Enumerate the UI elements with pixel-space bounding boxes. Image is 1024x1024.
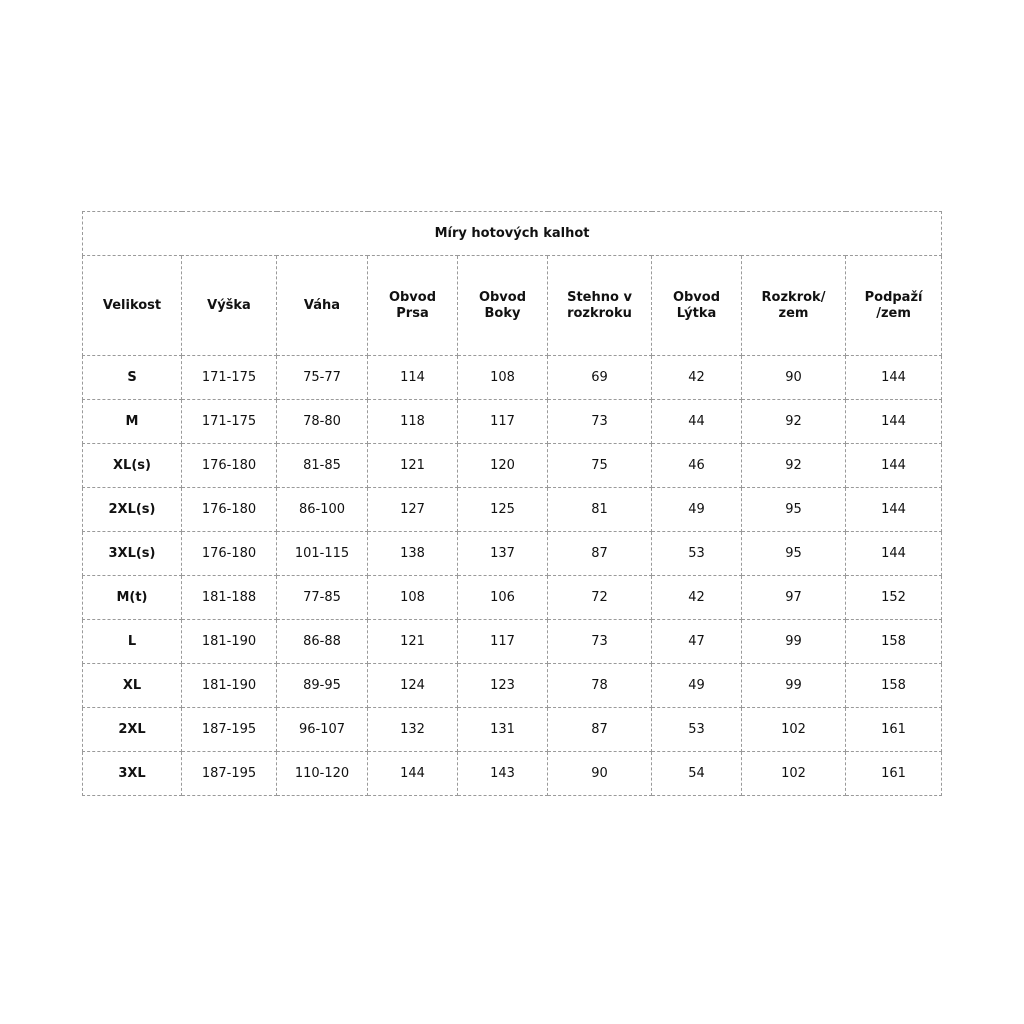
- column-header-thigh: Stehno v rozkroku: [548, 256, 652, 356]
- cell-chest: 108: [368, 576, 458, 620]
- cell-size: 3XL: [83, 752, 182, 796]
- cell-chest: 121: [368, 444, 458, 488]
- cell-size: 2XL: [83, 708, 182, 752]
- cell-crotch-floor: 92: [742, 400, 846, 444]
- table-row: [83, 356, 942, 400]
- table-row: [83, 708, 942, 752]
- cell-armpit-floor: 144: [846, 444, 942, 488]
- cell-calf: 42: [652, 576, 742, 620]
- table-row: [83, 576, 942, 620]
- cell-calf: 54: [652, 752, 742, 796]
- cell-crotch-floor: 95: [742, 488, 846, 532]
- cell-size: XL(s): [83, 444, 182, 488]
- cell-weight: 101-115: [277, 532, 368, 576]
- cell-height: 187-195: [182, 708, 277, 752]
- cell-thigh: 69: [548, 356, 652, 400]
- cell-hips: 131: [458, 708, 548, 752]
- cell-thigh: 73: [548, 620, 652, 664]
- cell-thigh: 81: [548, 488, 652, 532]
- cell-chest: 118: [368, 400, 458, 444]
- cell-hips: 108: [458, 356, 548, 400]
- cell-hips: 117: [458, 400, 548, 444]
- cell-crotch-floor: 90: [742, 356, 846, 400]
- cell-size: 3XL(s): [83, 532, 182, 576]
- cell-size: S: [83, 356, 182, 400]
- table-row: [83, 400, 942, 444]
- cell-calf: 44: [652, 400, 742, 444]
- cell-calf: 53: [652, 532, 742, 576]
- cell-weight: 86-100: [277, 488, 368, 532]
- cell-crotch-floor: 92: [742, 444, 846, 488]
- cell-armpit-floor: 144: [846, 356, 942, 400]
- cell-height: 181-190: [182, 664, 277, 708]
- cell-armpit-floor: 161: [846, 708, 942, 752]
- cell-height: 176-180: [182, 488, 277, 532]
- cell-height: 187-195: [182, 752, 277, 796]
- cell-hips: 117: [458, 620, 548, 664]
- cell-crotch-floor: 95: [742, 532, 846, 576]
- table-row: [83, 664, 942, 708]
- size-chart-table: [82, 211, 942, 796]
- title-row: [83, 212, 942, 256]
- table-row: [83, 488, 942, 532]
- cell-calf: 46: [652, 444, 742, 488]
- cell-chest: 114: [368, 356, 458, 400]
- cell-thigh: 72: [548, 576, 652, 620]
- column-header-armpit-floor: Podpaží /zem: [846, 256, 942, 356]
- cell-hips: 125: [458, 488, 548, 532]
- cell-hips: 123: [458, 664, 548, 708]
- cell-thigh: 87: [548, 708, 652, 752]
- cell-calf: 49: [652, 664, 742, 708]
- cell-armpit-floor: 152: [846, 576, 942, 620]
- cell-chest: 132: [368, 708, 458, 752]
- cell-weight: 81-85: [277, 444, 368, 488]
- column-header-size: Velikost: [83, 256, 182, 356]
- cell-weight: 110-120: [277, 752, 368, 796]
- cell-thigh: 75: [548, 444, 652, 488]
- cell-armpit-floor: 144: [846, 488, 942, 532]
- cell-hips: 106: [458, 576, 548, 620]
- cell-size: 2XL(s): [83, 488, 182, 532]
- cell-chest: 121: [368, 620, 458, 664]
- cell-weight: 77-85: [277, 576, 368, 620]
- cell-size: XL: [83, 664, 182, 708]
- table-row: [83, 620, 942, 664]
- cell-crotch-floor: 99: [742, 620, 846, 664]
- cell-height: 176-180: [182, 532, 277, 576]
- cell-size: M(t): [83, 576, 182, 620]
- cell-weight: 78-80: [277, 400, 368, 444]
- cell-height: 176-180: [182, 444, 277, 488]
- cell-size: M: [83, 400, 182, 444]
- header-row: [83, 256, 942, 356]
- cell-armpit-floor: 158: [846, 620, 942, 664]
- column-header-chest: Obvod Prsa: [368, 256, 458, 356]
- cell-weight: 96-107: [277, 708, 368, 752]
- column-header-crotch-floor: Rozkrok/ zem: [742, 256, 846, 356]
- cell-thigh: 78: [548, 664, 652, 708]
- cell-armpit-floor: 144: [846, 532, 942, 576]
- cell-crotch-floor: 99: [742, 664, 846, 708]
- column-header-hips: Obvod Boky: [458, 256, 548, 356]
- cell-calf: 49: [652, 488, 742, 532]
- cell-hips: 120: [458, 444, 548, 488]
- column-header-weight: Váha: [277, 256, 368, 356]
- cell-calf: 53: [652, 708, 742, 752]
- cell-height: 171-175: [182, 356, 277, 400]
- table-title: Míry hotových kalhot: [83, 212, 942, 256]
- cell-armpit-floor: 158: [846, 664, 942, 708]
- table-row: [83, 444, 942, 488]
- table-body: [83, 356, 942, 796]
- cell-crotch-floor: 102: [742, 752, 846, 796]
- cell-weight: 75-77: [277, 356, 368, 400]
- cell-weight: 89-95: [277, 664, 368, 708]
- column-header-calf: Obvod Lýtka: [652, 256, 742, 356]
- cell-thigh: 73: [548, 400, 652, 444]
- cell-crotch-floor: 102: [742, 708, 846, 752]
- cell-height: 171-175: [182, 400, 277, 444]
- cell-hips: 137: [458, 532, 548, 576]
- cell-hips: 143: [458, 752, 548, 796]
- cell-chest: 138: [368, 532, 458, 576]
- cell-chest: 144: [368, 752, 458, 796]
- table-row: [83, 752, 942, 796]
- cell-armpit-floor: 144: [846, 400, 942, 444]
- cell-chest: 124: [368, 664, 458, 708]
- cell-height: 181-190: [182, 620, 277, 664]
- column-header-height: Výška: [182, 256, 277, 356]
- cell-calf: 47: [652, 620, 742, 664]
- cell-armpit-floor: 161: [846, 752, 942, 796]
- cell-size: L: [83, 620, 182, 664]
- table-row: [83, 532, 942, 576]
- cell-thigh: 87: [548, 532, 652, 576]
- cell-crotch-floor: 97: [742, 576, 846, 620]
- cell-chest: 127: [368, 488, 458, 532]
- cell-thigh: 90: [548, 752, 652, 796]
- cell-height: 181-188: [182, 576, 277, 620]
- cell-calf: 42: [652, 356, 742, 400]
- cell-weight: 86-88: [277, 620, 368, 664]
